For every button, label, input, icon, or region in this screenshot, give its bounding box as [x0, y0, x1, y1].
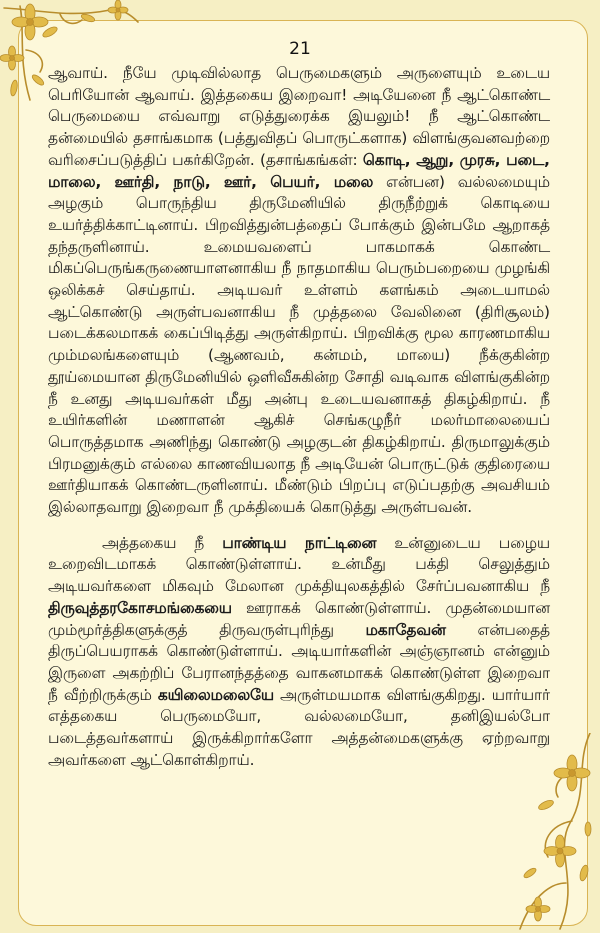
text-run: ஆவாய். நீயே முடிவில்லாத பெருமைகளும் அருளையும் உடைய பெரியோன் ஆவாய். இத்தகைய இறைவா! அடியேனை நீ ஆட்கொண்ட பெருமையை எவ்வாறு எடுத்துரைக்க இயலும்! நீ ஆட்கொண்ட தன்மையில் தசாங்கமாக (பத்துவிதப் பொருட்களாக) விளங்குவனவற்றை வரிசைப்படுத்திப் பகர்கிறேன். (தசாங்கங்கள்:	[48, 64, 550, 169]
text-run: என்பன) வல்லமையும் அழகும் பொருந்திய திருமேனியில் திருநீற்றுக் கொடியை உயர்த்திக்காட்டினாய். பிறவித்துன்பத்தைப் போக்கும் இன்பமே ஆறாகத் தந்தருளினாய். உமையவளைப் பாகமாகக் கொண்ட மிகப்பெருங்கருணையாளனாகிய நீ நாதமாகிய பெரும்பறையை முழங்கி ஒலிக்கச் செய்தாய். அடியவர் உள்ளம் களங்கம் அடையாமல் ஆட்கொண்டு அருள்பவனாகிய நீ முத்தலை வேலினை (திரிசூலம்) படைக்கலமாகக் கைப்பிடித்து அருள்கிறாய். பிறவிக்கு மூல காரணமாகிய மும்மலங்களையும் (ஆணவம், கன்மம், மாயை) நீக்குகின்ற தூய்மையான திருமேனியில் ஒளிவீசுகின்ற சோதி வடிவாக விளங்குகின்ற நீ உனது அடியவர்கள் மீது அன்பு உடையவனாகத் திகழ்கிறாய். நீ உயிர்களின் மணாளன் ஆகிச் செங்கழுநீர் மலர்மாலையைப் பொருத்தமாக அணிந்து கொண்டு அழகுடன் திகழ்கிறாய். திருமாலுக்கும் பிரமனுக்கும் எல்லை காணவியலாத நீ அடியேன் பொருட்டுக் குதிரையை ஊர்தியாகக் கொண்டருளினாய். மீண்டும் பிறப்பு எடுப்பதற்கு அவசியம் இல்லாதவாறு இறைவா நீ முக்தியைக் கொடுத்து அருள்பவன்.	[48, 172, 550, 517]
paragraph-2	[48, 533, 550, 772]
text-run: அருள்மயமாக விளங்குகிறது. யார்யார் எத்தகைய பெருமையோ, வல்லமையோ, தனிஇயல்போ படைத்தவர்களாய் இருக்கிறார்களோ அத்தன்மைகளுக்கு ஏற்றவாறு அவர்களை ஆட்கொள்கிறாய்.	[48, 685, 550, 769]
text-run: உன்னுடைய பழைய உறைவிடமாகக் கொண்டுள்ளாய். உன்மீது பக்தி செலுத்தும் அடியவர்களை மிகவும் மேலான முக்தியுலகத்தில் சேர்ப்பவனாகிய நீ	[48, 533, 550, 596]
bold-text-run: பாண்டிய நாட்டினை	[222, 533, 377, 552]
bold-text-run: திருவுத்தரகோசமங்கையை	[48, 598, 232, 617]
text-run: அத்தகைய நீ	[102, 533, 223, 552]
paragraph-1	[48, 63, 550, 519]
text-run: ஊராகக் கொண்டுள்ளாய். முதன்மையான மும்மூர்த்திகளுக்குத் திருவருள்புரிந்து	[48, 598, 550, 639]
page-number: 21	[289, 39, 311, 59]
text-run: என்பதைத் திருப்பெயராகக் கொண்டுள்ளாய். அடியார்களின் அஞ்ஞானம் என்னும் இருளை அகற்றிப் பேரானந்தத்தை வாகனமாகக் கொண்டுள்ள இறைவா நீ வீற்றிருக்கும்	[48, 620, 550, 704]
body-text	[48, 63, 550, 772]
bold-text-run: மகாதேவன்	[365, 620, 446, 639]
bold-text-run: கொடி, ஆறு, முரசு, படை, மாலை, ஊர்தி, நாடு, ஊர், பெயர், மலை	[48, 150, 550, 191]
bold-text-run: கயிலைமலையே	[157, 685, 274, 704]
